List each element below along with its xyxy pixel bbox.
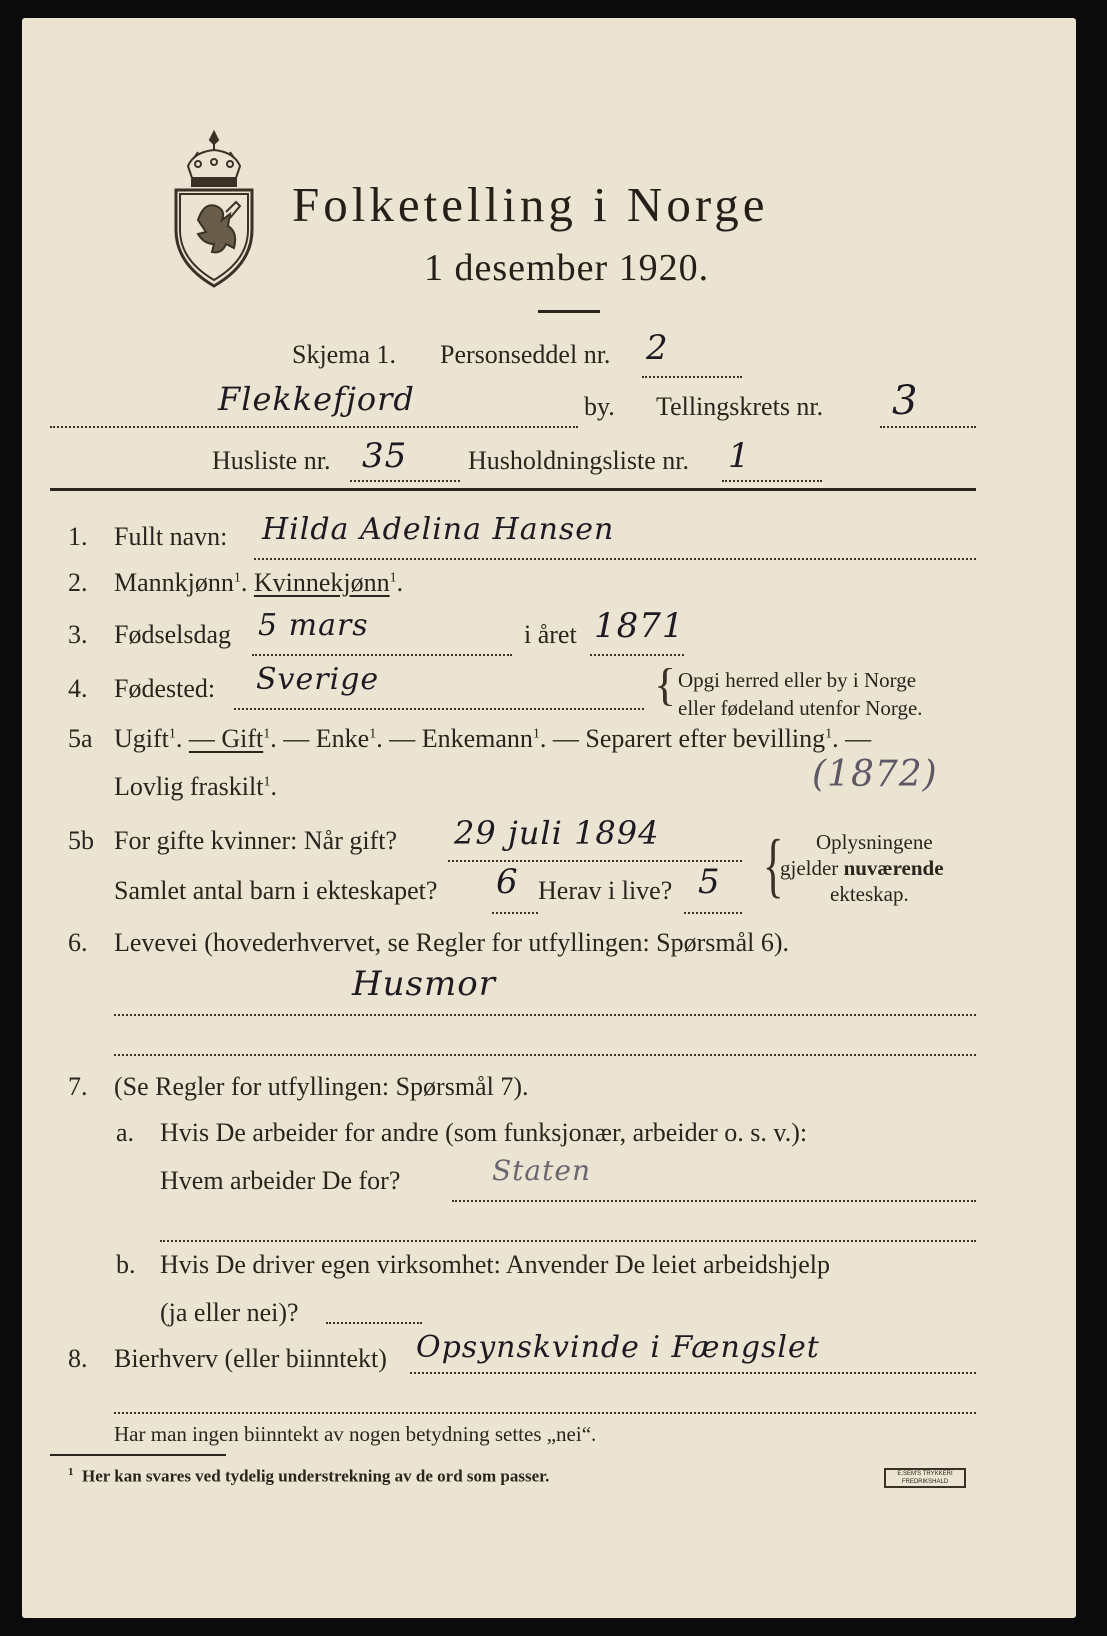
- married-date-value[interactable]: 29 juli 1894: [454, 814, 660, 852]
- footnote: $^1$ Her kan svares ved tydelig understrekning av de ord som passer.: [68, 1466, 550, 1486]
- birthday-value[interactable]: 5 mars: [258, 608, 369, 643]
- q3-number: 3.: [68, 620, 88, 649]
- title-divider: [538, 310, 600, 313]
- q6-label: Levevei (hovederhvervet, se Regler for utfyllingen: Spørsmål 6).: [114, 928, 790, 957]
- q7b-question: (ja eller nei)?: [160, 1298, 299, 1327]
- census-date: 1 desember 1920.: [424, 247, 710, 289]
- q4-label: Fødested:: [114, 674, 216, 703]
- q7a-text: Hvis De arbeider for andre (som funksjonær, arbeider o. s. v.):: [160, 1118, 808, 1147]
- q7b-text: Hvis De driver egen virksomhet: Anvender De leiet arbeidshjelp: [160, 1250, 831, 1279]
- q5b-note-1: Oplysningene: [816, 830, 933, 854]
- occupation-value[interactable]: Husmor: [352, 964, 496, 1004]
- census-form: Folketelling i Norge 1 desember 1920. Skjema 1. Personseddel nr. 2 Flekkefjord by. Tellingskrets nr. 3 Husliste nr. 35 Husholdningsliste nr. 1 1. Fullt navn: Hilda Adelina Hansen 2. Mannkjønn$^1$. Kvinnekjønn$^1$. 3. Fødselsdag 5 mars i året 1871 4. Fødested: Sverige { Opgi herred eller by i Norge eller fødeland utenfor Norge. 5a Ugift$^1$. — Gift$^1$. — Enke$^1$. — Enkemann$^1$. — Separert efter bevilling$^1$. — Lovlig fraskilt$^1$. (1872) 5b For gifte kvinner: Når gift? 29 juli 1894 Samlet antal barn i ekteskapet? 6 Herav i live? 5 { Oplysningene gjelder nuværende ekteskap. 6. Levevei (hovederhvervet, se Regler for utfyllingen: Spørsmål 6). Husmor 7. (Se Regler for utfyllingen: Spørsmål 7). a. Hvis De arbeider for andre (som funksjonær, arbeider o. s. v.): Hvem arbeider De for? Staten b. Hvis De driver egen virksomhet: Anvender De leiet arbeidshjelp (ja eller nei)? 8. Bierhverv (eller biinntekt) Opsynskvinde i Fængslet Har man ingen biinntekt av nogen betydning settes „nei“. $^1$ Her kan svares ved tydelig understrekning av de ord som passer. E.SEM'S TRYKKERI FREDRIKSHALD: [22, 18, 1076, 1618]
- no-income-note: Har man ingen biinntekt av nogen betydning settes „nei“.: [114, 1422, 597, 1446]
- married-label: For gifte kvinner: Når gift?: [114, 826, 398, 855]
- skjema-label: Skjema 1.: [292, 340, 396, 369]
- q7a-question: Hvem arbeider De for?: [160, 1166, 401, 1195]
- husholdning-value[interactable]: 1: [728, 436, 751, 476]
- personseddel-label: Personseddel nr.: [440, 340, 611, 369]
- footnote-rule: [50, 1454, 226, 1456]
- q2-number: 2.: [68, 568, 88, 597]
- q7b-number: b.: [116, 1250, 136, 1279]
- city-value[interactable]: Flekkefjord: [218, 380, 415, 418]
- q5a-number: 5a: [68, 724, 93, 753]
- q7-label: (Se Regler for utfyllingen: Spørsmål 7).: [114, 1072, 529, 1101]
- q4-note-2: eller fødeland utenfor Norge.: [678, 696, 923, 720]
- header-divider: [50, 488, 976, 491]
- by-label: by.: [584, 392, 615, 421]
- employer-value[interactable]: Staten: [492, 1154, 591, 1187]
- q5b-note-2: gjelder nuværende: [780, 856, 944, 880]
- birth-year-value[interactable]: 1871: [594, 606, 685, 646]
- children-count-value[interactable]: 6: [496, 862, 519, 902]
- printer-stamp: E.SEM'S TRYKKERI FREDRIKSHALD: [884, 1468, 966, 1488]
- tellingskrets-label: Tellingskrets nr.: [656, 392, 824, 421]
- children-label: Samlet antal barn i ekteskapet?: [114, 876, 438, 905]
- side-income-value[interactable]: Opsynskvinde i Fængslet: [416, 1330, 820, 1365]
- q8-label: Bierhverv (eller biinntekt): [114, 1344, 387, 1373]
- year-label: i året: [524, 620, 577, 649]
- pencil-annotation: (1872): [812, 754, 938, 795]
- husliste-label: Husliste nr.: [212, 446, 331, 475]
- q8-number: 8.: [68, 1344, 88, 1373]
- q5b-number: 5b: [68, 826, 94, 855]
- q1-number: 1.: [68, 522, 88, 551]
- q1-label: Fullt navn:: [114, 522, 228, 551]
- q7a-number: a.: [116, 1118, 135, 1147]
- coat-of-arms-icon: [168, 128, 260, 288]
- full-name-value[interactable]: Hilda Adelina Hansen: [262, 512, 615, 547]
- q4-note-1: Opgi herred eller by i Norge: [678, 668, 917, 692]
- alive-label: Herav i live?: [538, 876, 673, 905]
- divorced-option[interactable]: Lovlig fraskilt$^1$.: [114, 772, 277, 801]
- q3-label: Fødselsdag: [114, 620, 231, 649]
- q4-number: 4.: [68, 674, 88, 703]
- page-title: Folketelling i Norge: [292, 177, 769, 232]
- alive-count-value[interactable]: 5: [698, 862, 721, 902]
- male-option[interactable]: Mannkjønn: [114, 568, 234, 597]
- tellingskrets-value[interactable]: 3: [892, 378, 919, 424]
- q2-options: Mannkjønn$^1$. Kvinnekjønn$^1$.: [114, 568, 404, 597]
- husholdning-label: Husholdningsliste nr.: [468, 446, 690, 475]
- q5b-note-3: ekteskap.: [830, 882, 909, 906]
- female-option[interactable]: Kvinnekjønn: [253, 568, 390, 597]
- birthplace-value[interactable]: Sverige: [256, 662, 380, 697]
- personseddel-value[interactable]: 2: [646, 328, 669, 368]
- q6-number: 6.: [68, 928, 88, 957]
- q7-number: 7.: [68, 1072, 88, 1101]
- marital-options: Ugift$^1$. — Gift$^1$. — Enke$^1$. — Enkemann$^1$. — Separert efter bevilling$^1$. —: [114, 724, 872, 753]
- husliste-value[interactable]: 35: [362, 436, 408, 476]
